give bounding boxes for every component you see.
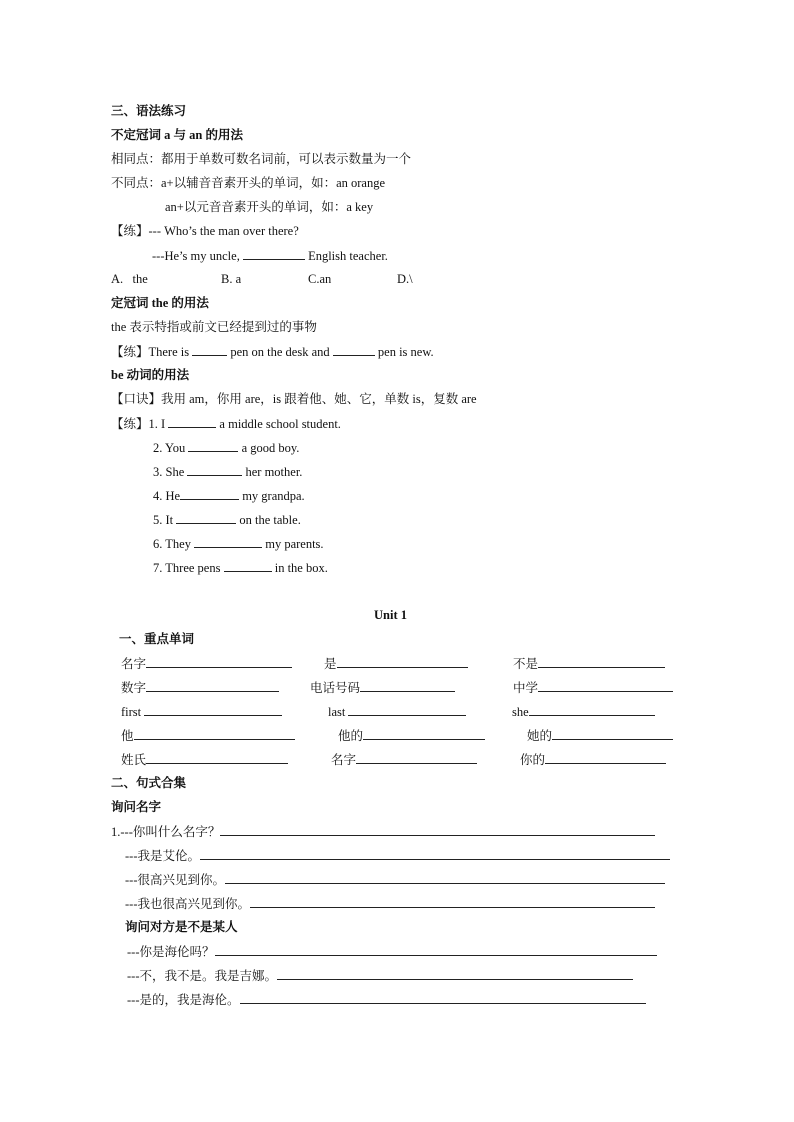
vocab-item: 不是 xyxy=(513,655,665,672)
vocab-item: 数字 xyxy=(121,679,279,696)
indef-diff-2: an+以元音音素开头的单词，如：a key xyxy=(165,200,374,214)
blank[interactable] xyxy=(220,823,655,836)
vocab-title: 一、重点单词 xyxy=(119,632,195,646)
indef-same: 相同点：都用于单数可数名词前，可以表示数量为一个 xyxy=(111,152,412,166)
vocab-item: 姓氏 xyxy=(121,751,288,768)
blank[interactable] xyxy=(192,343,227,356)
def-article-heading: 定冠词 the 的用法 xyxy=(111,296,209,310)
blank[interactable] xyxy=(250,895,655,908)
vocab-item: 你的 xyxy=(520,751,666,768)
be-verb-heading: be 动词的用法 xyxy=(111,368,190,382)
be-exercise-1: 【练】1. I a middle school student. xyxy=(111,417,341,431)
sentence-line: ---我是艾伦。 xyxy=(125,847,670,864)
vocab-item: last xyxy=(328,703,466,720)
blank[interactable] xyxy=(360,679,455,692)
vocab-item: 是 xyxy=(324,655,468,672)
ask-name-heading: 询问名字 xyxy=(111,800,162,814)
blank[interactable] xyxy=(200,847,670,860)
blank[interactable] xyxy=(337,655,468,668)
sentence-line: ---我也很高兴见到你。 xyxy=(125,895,655,912)
blank[interactable] xyxy=(146,751,288,764)
vocab-item: 名字 xyxy=(331,751,477,768)
blank[interactable] xyxy=(356,751,477,764)
be-exercise-7: 7. Three pens in the box. xyxy=(153,561,328,575)
vocab-item: 他 xyxy=(121,727,295,744)
vocab-item: she xyxy=(512,703,655,720)
be-exercise-4: 4. He my grandpa. xyxy=(153,489,305,503)
blank[interactable] xyxy=(194,535,262,548)
section-title: 三、语法练习 xyxy=(111,104,187,118)
be-exercise-6: 6. They my parents. xyxy=(153,537,324,551)
indef-article-heading: 不定冠词 a 与 an 的用法 xyxy=(111,128,243,142)
sentence-line: ---你是海伦吗？ xyxy=(127,943,657,960)
blank[interactable] xyxy=(188,439,238,452)
blank[interactable] xyxy=(552,727,673,740)
blank[interactable] xyxy=(538,679,673,692)
indef-exercise-answer: ---He’s my uncle, English teacher. xyxy=(152,249,388,263)
blank[interactable] xyxy=(144,703,282,716)
unit-title: Unit 1 xyxy=(374,608,407,622)
blank[interactable] xyxy=(176,511,236,524)
def-exercise: 【练】There is pen on the desk and pen is new. xyxy=(111,345,434,359)
be-exercise-3: 3. She her mother. xyxy=(153,465,303,479)
blank[interactable] xyxy=(363,727,485,740)
be-rhyme: 【口诀】我用 am，你用 are，is 跟着他、她、它，单数 is，复数 are xyxy=(111,392,477,406)
blank[interactable] xyxy=(224,559,272,572)
blank[interactable] xyxy=(243,247,305,260)
blank[interactable] xyxy=(545,751,666,764)
option-a: A. the xyxy=(111,272,148,286)
blank[interactable] xyxy=(225,871,665,884)
vocab-item: 电话号码 xyxy=(310,679,455,696)
blank[interactable] xyxy=(187,463,242,476)
vocab-item: first xyxy=(121,703,282,720)
be-exercise-5: 5. It on the table. xyxy=(153,513,301,527)
indef-exercise-question: 【练】--- Who’s the man over there? xyxy=(111,224,299,238)
vocab-item: 中学 xyxy=(513,679,673,696)
option-c: C.an xyxy=(308,272,332,286)
blank[interactable] xyxy=(240,991,646,1004)
sentences-title: 二、句式合集 xyxy=(111,776,187,790)
option-b: B. a xyxy=(221,272,242,286)
def-desc: the 表示特指或前文已经提到过的事物 xyxy=(111,320,317,334)
vocab-item: 她的 xyxy=(527,727,673,744)
blank[interactable] xyxy=(168,415,216,428)
option-d: D.\ xyxy=(397,272,413,286)
ask-who-heading: 询问对方是不是某人 xyxy=(125,920,238,934)
blank[interactable] xyxy=(529,703,655,716)
blank[interactable] xyxy=(146,655,292,668)
blank[interactable] xyxy=(215,943,657,956)
sentence-line: ---是的，我是海伦。 xyxy=(127,991,646,1008)
sentence-line: ---很高兴见到你。 xyxy=(125,871,665,888)
vocab-item: 名字 xyxy=(121,655,292,672)
blank[interactable] xyxy=(538,655,665,668)
blank[interactable] xyxy=(146,679,279,692)
be-exercise-2: 2. You a good boy. xyxy=(153,441,300,455)
indef-diff-1: 不同点：a+以辅音音素开头的单词，如：an orange xyxy=(111,176,386,190)
blank[interactable] xyxy=(134,727,295,740)
blank[interactable] xyxy=(333,343,375,356)
blank[interactable] xyxy=(348,703,466,716)
blank[interactable] xyxy=(180,487,239,500)
vocab-item: 他的 xyxy=(338,727,485,744)
blank[interactable] xyxy=(277,967,633,980)
sentence-line: 1.---你叫什么名字？ xyxy=(111,823,655,840)
sentence-line: ---不，我不是。我是吉娜。 xyxy=(127,967,633,984)
